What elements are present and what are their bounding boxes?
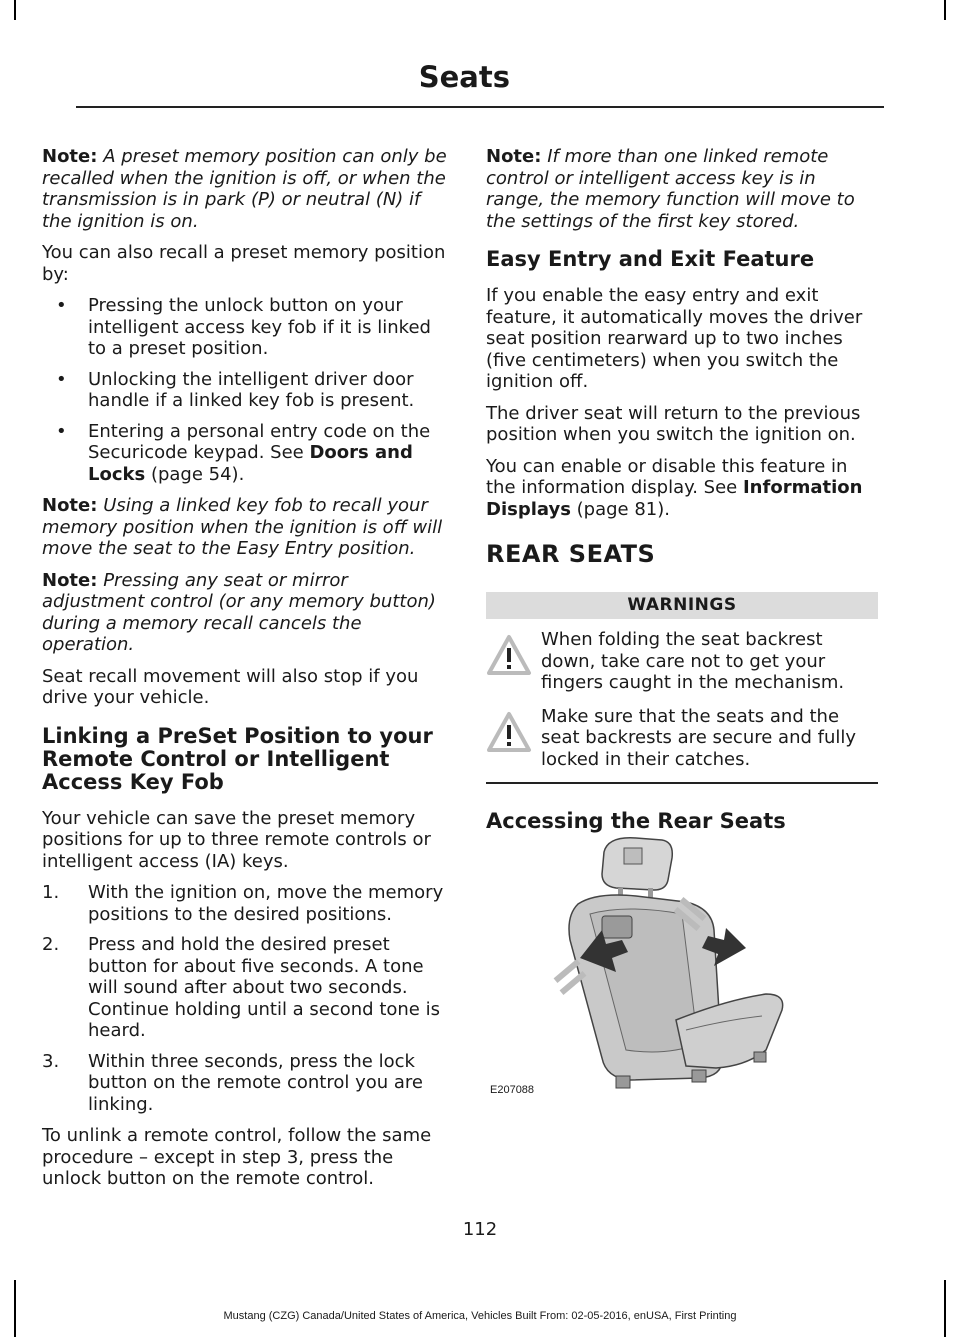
step-text: Press and hold the desired preset button for about five seconds. A tone will sound after about two seconds. Continue holding until a second tone is heard. [88,934,440,1041]
warnings-header: WARNINGS [486,592,878,620]
recall-intro: You can also recall a preset memory position by: [42,242,446,285]
warnings-rule [486,782,878,784]
list-item [42,934,447,1042]
list-item [42,1051,447,1116]
seat-illustration [486,830,878,1100]
note-text: A preset memory position can only be recalled when the ignition is off, or when the transmission is in park (P) or neutral (N) if the ignition is on. [42,146,447,232]
header-rule [76,106,884,108]
crop-mark-top-right [944,0,946,20]
step-number: 1. [42,882,60,903]
step-number: 3. [42,1050,60,1072]
note-linked-key-fob [42,495,447,560]
crop-mark-top-left [14,0,16,20]
warning-item [486,629,878,694]
footer: Mustang (CZG) Canada/United States of America, Vehicles Built From: 02-05-2016, enUSA, First Printing [223,1310,737,1322]
warning-triangle-icon [486,633,532,679]
information-displays-link[interactable]: Information Displays [486,477,863,520]
recall-stop-text: Seat recall movement will also stop if you drive your vehicle. [42,665,419,708]
easy-entry-heading: Easy Entry and Exit Feature [486,247,815,271]
page-reference: (page 81). [576,498,671,520]
note-text: If more than one linked remote control or intelligent access key is in range, the memory function will move to the settings of the first key stored. [486,146,855,232]
note-text: Pressing any seat or mirror adjustment control (or any memory button) during a memory recall cancels the operation. [42,569,436,655]
accessing-rear-seats-heading: Accessing the Rear Seats [486,809,786,833]
warning-triangle-icon [486,710,532,756]
list-item-text: Pressing the unlock button on your intelligent access key fob if it is linked to a preset position. [88,295,431,359]
easy-entry-paragraph: If you enable the easy entry and exit feature, it automatically moves the driver seat position rearward up to two inches (five centimeters) when you switch the ignition off. [486,285,863,392]
linking-intro: Your vehicle can save the preset memory positions for up to three remote controls or intelligent access (IA) keys. [42,807,431,872]
easy-entry-paragraph [486,456,878,521]
bullet-marker: • [56,420,67,442]
linking-steps [42,882,447,1115]
note-multiple-keys [486,146,878,232]
figure-id: E207088 [490,1084,535,1096]
bullet-marker: • [56,295,67,316]
easy-entry-text: You can enable or disable this feature in the information display. See [486,455,848,498]
list-item-text: Entering a personal entry code on the Securicode keypad. See [88,420,431,463]
note-cancel-recall [42,570,447,656]
crop-mark-bottom-left [14,1280,16,1337]
page-title: Seats [418,60,510,94]
rear-seats-heading: REAR SEATS [486,540,656,568]
note-label: Note: [42,495,98,516]
unlink-text: To unlink a remote control, follow the same procedure – except in step 3, press the unlock button on the remote control. [42,1125,432,1189]
warning-item [486,706,878,771]
list-item [42,369,447,412]
page-reference: (page 54). [150,463,245,485]
list-item-text: Unlocking the intelligent driver door handle if a linked key fob is present. [88,368,415,411]
list-item [42,295,447,360]
note-label: Note: [486,146,542,167]
note-preset-recall [42,146,447,232]
step-number: 2. [42,934,60,955]
list-item [42,421,447,486]
note-label: Note: [42,146,98,167]
step-text: Within three seconds, press the lock button on the remote control you are linking. [88,1050,423,1115]
bullet-marker: • [56,368,67,390]
doors-and-locks-link[interactable]: Doors and Locks [88,442,413,485]
easy-entry-paragraph: The driver seat will return to the previous position when you switch the ignition on. [486,402,861,445]
crop-mark-bottom-right [944,1280,946,1337]
note-text: Using a linked key fob to recall your memory position when the ignition is off will move the seat to the Easy Entry position. [42,495,443,559]
recall-methods-list [42,295,447,485]
note-label: Note: [42,569,98,591]
left-column [42,146,447,1200]
linking-heading: Linking a PreSet Position to your Remote Control or Intelligent Access Key Fob [42,723,433,794]
list-item [42,882,447,925]
right-column [486,146,878,847]
warning-text: When folding the seat backrest down, take care not to get your fingers caught in the mechanism. [541,629,845,693]
step-text: With the ignition on, move the memory positions to the desired positions. [88,882,444,925]
page-number: 112 [462,1219,498,1240]
seat-drawing [486,830,878,1100]
warning-text: Make sure that the seats and the seat backrests are secure and fully locked in their catches. [541,705,857,770]
